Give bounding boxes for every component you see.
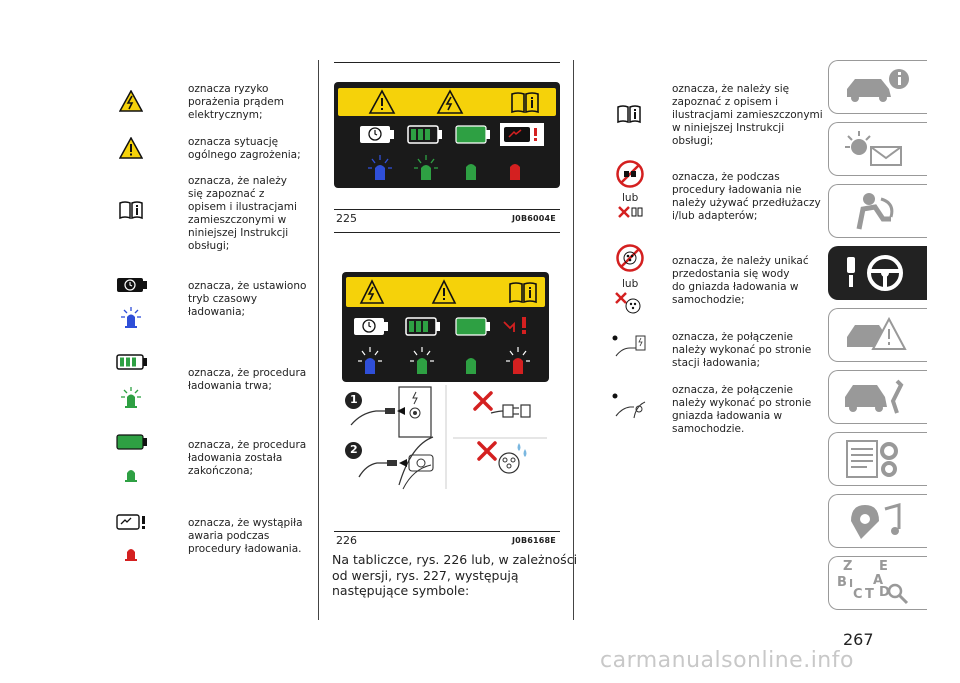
tab-warning-lights[interactable] xyxy=(828,122,927,176)
index-letter-b: B xyxy=(837,575,847,590)
charging-battery-icon xyxy=(116,354,148,374)
index-letter-i: I xyxy=(849,577,854,590)
no-adapter-sub: lub xyxy=(622,192,639,204)
tab-driving[interactable] xyxy=(828,246,927,300)
tab-maintenance[interactable] xyxy=(828,370,927,424)
magnifier-icon xyxy=(887,583,909,605)
label-warning-strip xyxy=(338,88,556,116)
column-divider-right xyxy=(573,60,574,620)
timer-battery-icon xyxy=(116,277,148,297)
figure-226-caption-rule xyxy=(334,531,560,532)
read-manual-icon xyxy=(118,200,144,224)
tab-technical-data[interactable] xyxy=(828,432,927,486)
step-1-label: 1 xyxy=(350,393,358,406)
general-warning-icon xyxy=(119,137,143,163)
step-1-badge xyxy=(345,392,362,413)
left-item-6-text: oznacza, że procedura ładowania została zakończona; xyxy=(188,439,307,477)
right-item-3-text: oznacza, że należy unikać przedostania się wody do gniazda ładowania w samochodzie; xyxy=(672,255,809,306)
electric-shock-warning-icon xyxy=(119,90,143,116)
no-water-sub: lub xyxy=(622,278,639,290)
red-lamp-icon xyxy=(124,545,138,565)
step-2-badge xyxy=(345,442,362,463)
full-battery-icon xyxy=(116,434,148,454)
car-connection-icon xyxy=(612,392,646,424)
right-item-1-text: oznacza, że należy się zapoznać z opisem i ilustracjami zamieszczonymi w niniejszej Instrukcji obsługi; xyxy=(672,83,823,147)
left-item-3-text: oznacza, że należy się zapoznać z opisem i ilustracjami zamieszczonymi w niniejszej Instrukcji obsługi; xyxy=(188,175,297,252)
green-lamp-steady-icon xyxy=(124,466,138,486)
green-lamp-flashing-icon xyxy=(120,386,142,412)
page-number: 267 xyxy=(843,630,874,649)
symbols-intro-paragraph: Na tabliczce, rys. 226 lub, w zależności od wersji, rys. 227, występują następujące symbole: xyxy=(332,552,578,598)
tab-multimedia[interactable] xyxy=(828,494,927,548)
index-letter-c: C xyxy=(853,587,863,602)
index-letter-d: D xyxy=(879,585,890,600)
charging-fault-icon xyxy=(116,514,148,534)
no-adapter-alt-icon xyxy=(616,205,644,225)
tab-emergency[interactable] xyxy=(828,308,927,362)
figure-225-number: 225 xyxy=(336,212,357,225)
figure-225-caption-rule xyxy=(334,209,560,210)
right-item-5-text: oznacza, że połączenie należy wykonać po stronie gniazda ładowania w samochodzie. xyxy=(672,384,812,435)
tab-safety[interactable] xyxy=(828,184,927,238)
left-item-2-text: oznacza sytuację ogólnego zagrożenia; xyxy=(188,136,301,161)
right-item-2-text: oznacza, że podczas procedury ładowania nie należy używać przedłużaczy i/lub adapterów; xyxy=(672,171,821,222)
read-manual-icon-right xyxy=(616,104,642,128)
station-connection-icon xyxy=(612,334,646,364)
right-item-4-text: oznacza, że połączenie należy wykonać po stronie stacji ładowania; xyxy=(672,331,812,369)
left-item-4-text: oznacza, że ustawiono tryb czasowy ładowania; xyxy=(188,280,307,318)
no-water-alt-icon xyxy=(614,291,644,319)
figure-226-code: J0B6168E xyxy=(512,536,556,545)
label-warning-strip-2 xyxy=(346,277,545,307)
left-item-1-text: oznacza ryzyko porażenia prądem elektrycznym; xyxy=(188,83,284,121)
blue-lamp-icon xyxy=(120,306,142,332)
figure-225-top-rule xyxy=(334,62,560,63)
figure-225-code: J0B6004E xyxy=(512,214,556,223)
index-letter-e: E xyxy=(879,559,888,574)
no-water-icon xyxy=(616,244,644,276)
charging-label-figure-226 xyxy=(342,272,549,382)
tab-index[interactable] xyxy=(828,556,927,610)
left-item-5-text: oznacza, że procedura ładowania trwa; xyxy=(188,367,307,392)
index-letter-t: T xyxy=(865,587,874,602)
left-item-7-text: oznacza, że wystąpiła awaria podczas procedury ładowania. xyxy=(188,517,303,555)
figure-226-number: 226 xyxy=(336,534,357,547)
step-2-label: 2 xyxy=(350,443,358,456)
index-letter-a: A xyxy=(873,573,884,588)
connection-illustration xyxy=(341,385,551,499)
no-adapter-icon xyxy=(616,160,644,192)
column-divider-left xyxy=(318,60,319,620)
watermark: carmanualsonline.info xyxy=(600,648,854,673)
figure-226-top-rule xyxy=(334,232,560,233)
tab-car-info[interactable] xyxy=(828,60,927,114)
charging-label-figure-225 xyxy=(334,82,560,188)
index-letter-z: Z xyxy=(843,559,853,574)
